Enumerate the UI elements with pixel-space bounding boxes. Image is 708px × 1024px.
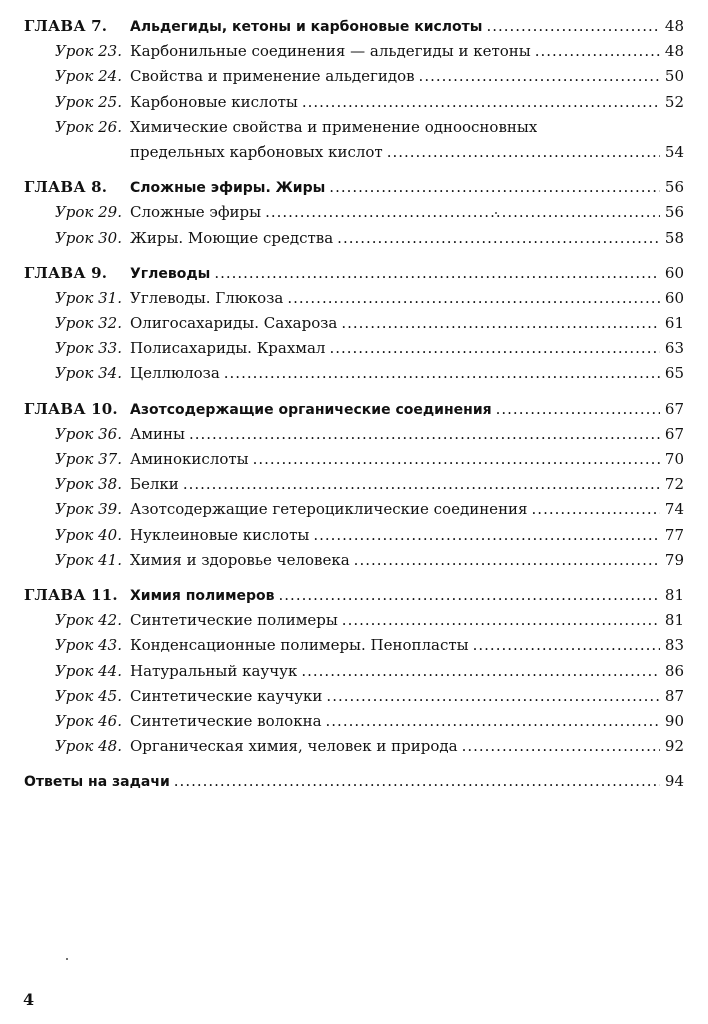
leader-dots	[341, 311, 660, 336]
chapter-row	[24, 261, 684, 286]
lesson-title: Олигосахариды. Сахароза	[130, 314, 338, 333]
leader-dots	[486, 14, 660, 39]
chapter-page: 48	[664, 17, 684, 35]
lesson-row	[24, 64, 684, 89]
lesson-page: 72	[664, 475, 684, 494]
section-gap	[24, 251, 684, 261]
lesson-title: Жиры. Моющие средства	[130, 228, 334, 247]
lesson-row	[24, 659, 684, 684]
lesson-page: 65	[664, 364, 684, 383]
lesson-label: Урок 23.	[54, 42, 122, 61]
lesson-title: Органическая химия, человек и природа	[130, 737, 458, 756]
lesson-label: Урок 43.	[54, 636, 122, 655]
lesson-row	[24, 90, 684, 115]
lesson-page: 90	[664, 711, 684, 730]
answers-page: 94	[664, 772, 684, 791]
lesson-label: Урок 33.	[54, 339, 122, 358]
lesson-page: 79	[664, 550, 684, 569]
lesson-row	[24, 200, 684, 225]
table-of-contents	[24, 14, 684, 794]
lesson-title: Амины	[130, 424, 185, 443]
lesson-title: Синтетические каучуки	[130, 686, 323, 705]
section-gap	[24, 573, 684, 583]
lesson-title: Химические свойства и применение одноосновных	[130, 117, 538, 136]
leader-dots	[535, 39, 660, 64]
lesson-title: Полисахариды. Крахмал	[130, 339, 326, 358]
print-speck	[495, 212, 497, 214]
chapter-title: Сложные эфиры. Жиры	[130, 180, 326, 197]
leader-dots	[532, 497, 660, 522]
section-gap	[24, 387, 684, 397]
chapter-page: 81	[664, 585, 684, 604]
leader-dots	[462, 734, 660, 759]
lesson-title: Синтетические полимеры	[130, 611, 338, 630]
lesson-row	[24, 548, 684, 573]
leader-dots	[326, 709, 660, 734]
chapter-row	[24, 175, 684, 200]
lesson-title: Свойства и применение альдегидов	[130, 67, 415, 86]
lesson-page: 92	[664, 737, 684, 756]
lesson-row	[24, 39, 684, 64]
print-speck	[66, 958, 68, 960]
lesson-title-continuation: предельных карбоновых кислот	[130, 142, 383, 161]
leader-dots	[342, 608, 660, 633]
lesson-row	[24, 115, 684, 140]
lesson-row	[24, 447, 684, 472]
chapter-title: Химия полимеров	[130, 587, 275, 604]
lesson-label: Урок 44.	[54, 661, 122, 680]
lesson-label: Урок 31.	[54, 288, 122, 307]
chapter-label: ГЛАВА 9.	[24, 263, 108, 282]
lesson-title: Нуклеиновые кислоты	[130, 525, 310, 544]
lesson-label: Урок 42.	[54, 611, 122, 630]
lesson-label: Урок 36.	[54, 424, 122, 443]
lesson-label: Урок 26.	[54, 117, 122, 136]
leader-dots	[287, 286, 660, 311]
chapter-page: 67	[664, 399, 684, 418]
lesson-row	[24, 422, 684, 447]
leader-dots	[174, 769, 660, 794]
lesson-row	[24, 608, 684, 633]
lesson-page: 86	[664, 661, 684, 680]
lesson-title: Азотсодержащие гетероциклические соединения	[130, 500, 528, 519]
lesson-row	[24, 226, 684, 251]
leader-dots	[354, 548, 660, 573]
lesson-label: Урок 46.	[54, 711, 122, 730]
lesson-page: 60	[664, 288, 684, 307]
leader-dots	[473, 633, 660, 658]
lesson-title: Натуральный каучук	[130, 661, 298, 680]
section-gap	[24, 165, 684, 175]
chapter-page: 56	[664, 178, 684, 197]
lesson-page: 54	[664, 142, 684, 161]
lesson-page: 50	[664, 67, 684, 86]
lesson-row	[24, 523, 684, 548]
leader-dots	[329, 336, 660, 361]
lesson-label: Урок 41.	[54, 550, 122, 569]
lesson-label: Урок 38.	[54, 475, 122, 494]
lesson-row-continuation	[24, 140, 684, 165]
lesson-title: Карбоновые кислоты	[130, 92, 298, 111]
lesson-label: Урок 48.	[54, 737, 122, 756]
chapter-label: ГЛАВА 8.	[24, 178, 108, 197]
chapter-title: Альдегиды, кетоны и карбоновые кислоты	[130, 19, 483, 35]
lesson-label: Урок 37.	[54, 450, 122, 468]
leader-dots	[419, 64, 660, 89]
chapter-row	[24, 14, 684, 39]
lesson-label: Урок 39.	[54, 500, 122, 519]
lesson-page: 83	[664, 636, 684, 655]
chapter-label: ГЛАВА 7.	[24, 17, 108, 35]
lesson-row	[24, 311, 684, 336]
section-gap	[24, 759, 684, 769]
lesson-page: 52	[664, 92, 684, 111]
leader-dots	[189, 422, 660, 447]
leader-dots	[337, 226, 660, 251]
lesson-row	[24, 286, 684, 311]
leader-dots	[313, 523, 660, 548]
lesson-title: Белки	[130, 475, 179, 494]
answers-title: Ответы на задачи	[24, 774, 170, 791]
leader-dots	[224, 361, 660, 386]
lesson-page: 67	[664, 424, 684, 443]
chapter-title: Углеводы	[130, 265, 211, 282]
lesson-row	[24, 361, 684, 386]
chapter-label: ГЛАВА 10.	[24, 399, 118, 418]
lesson-label: Урок 45.	[54, 686, 122, 705]
lesson-row	[24, 472, 684, 497]
page-number: 4	[23, 990, 35, 1009]
leader-dots	[183, 472, 660, 497]
lesson-title: Карбонильные соединения — альдегиды и кетоны	[130, 42, 531, 61]
lesson-page: 48	[664, 42, 684, 61]
lesson-title: Химия и здоровье человека	[130, 550, 350, 569]
leader-dots	[326, 684, 660, 709]
lesson-row	[24, 709, 684, 734]
leader-dots	[279, 583, 660, 608]
chapter-row	[24, 583, 684, 608]
lesson-label: Урок 32.	[54, 314, 122, 333]
leader-dots	[302, 90, 660, 115]
leader-dots	[253, 447, 660, 472]
lesson-label: Урок 29.	[54, 203, 122, 222]
lesson-page: 87	[664, 686, 684, 705]
leader-dots	[265, 200, 660, 225]
lesson-row	[24, 497, 684, 522]
lesson-page: 77	[664, 525, 684, 544]
lesson-title: Углеводы. Глюкоза	[130, 288, 284, 307]
leader-dots	[301, 659, 660, 684]
leader-dots	[329, 175, 660, 200]
lesson-page: 74	[664, 500, 684, 519]
lesson-page: 70	[664, 450, 684, 468]
lesson-title: Целлюлоза	[130, 364, 220, 383]
answers-row	[24, 769, 684, 794]
lesson-label: Урок 25.	[54, 92, 122, 111]
lesson-row	[24, 633, 684, 658]
chapter-page: 60	[664, 263, 684, 282]
lesson-page: 63	[664, 339, 684, 358]
lesson-title: Конденсационные полимеры. Пенопласты	[130, 636, 469, 655]
leader-dots	[387, 140, 660, 165]
lesson-page: 61	[664, 314, 684, 333]
lesson-page: 58	[664, 228, 684, 247]
lesson-label: Урок 40.	[54, 525, 122, 544]
lesson-label: Урок 24.	[54, 67, 122, 86]
lesson-title: Синтетические волокна	[130, 711, 322, 730]
lesson-page: 56	[664, 203, 684, 222]
chapter-label: ГЛАВА 11.	[24, 585, 118, 604]
leader-dots	[214, 261, 660, 286]
lesson-label: Урок 30.	[54, 228, 122, 247]
lesson-row	[24, 336, 684, 361]
lesson-label: Урок 34.	[54, 364, 122, 383]
lesson-page: 81	[664, 611, 684, 630]
leader-dots	[496, 397, 660, 422]
lesson-title: Аминокислоты	[130, 450, 249, 468]
lesson-row	[24, 684, 684, 709]
lesson-title: Сложные эфиры	[130, 203, 262, 222]
chapter-title: Азотсодержащие органические соединения	[130, 401, 492, 418]
lesson-row	[24, 734, 684, 759]
chapter-row	[24, 397, 684, 422]
